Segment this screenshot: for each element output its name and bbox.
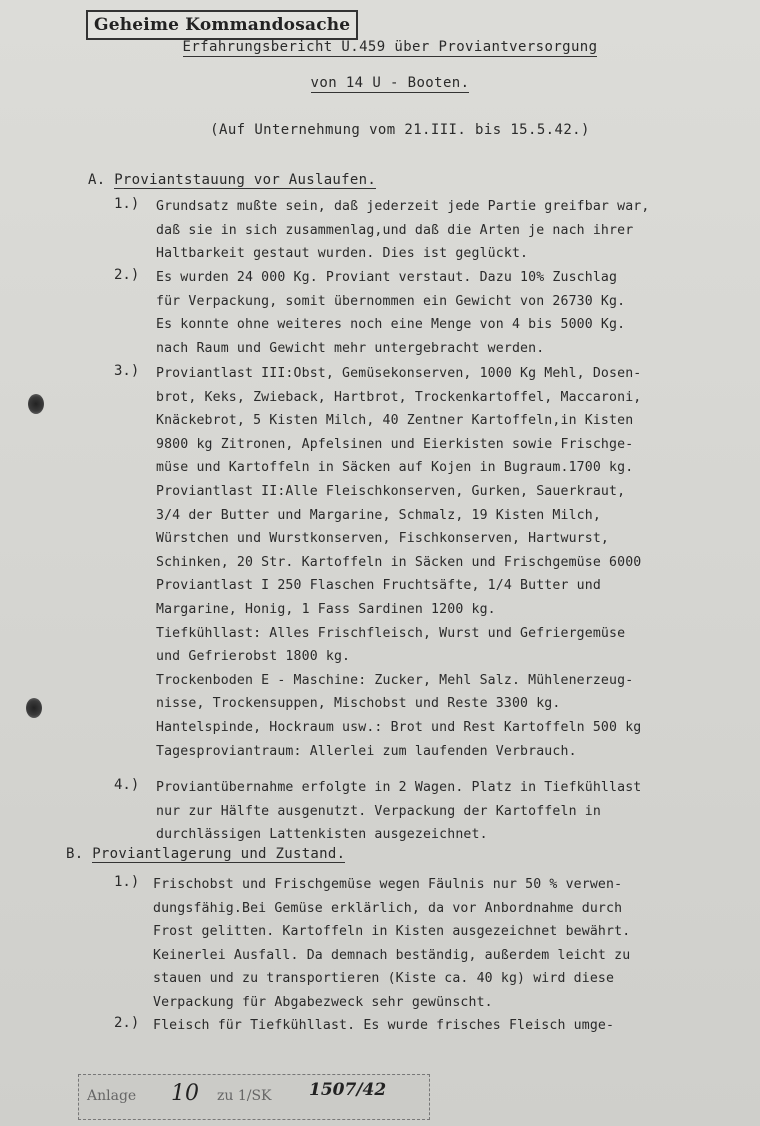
text-line: daß sie in sich zusammenlag,und daß die Arten je nach ihrer: [156, 222, 634, 238]
item-text: [156, 266, 625, 360]
text-line: Keinerlei Ausfall. Da demnach beständig, außerdem leicht zu: [153, 947, 631, 963]
document-title: [160, 36, 620, 94]
section-b-heading: [66, 846, 345, 862]
text-line: Tagesproviantraum: Allerlei zum laufenden Verbrauch.: [156, 743, 577, 759]
item-number: 4.): [114, 777, 140, 793]
text-line: Proviantlast II:Alle Fleischkonserven, Gurken, Sauerkraut,: [156, 483, 626, 499]
text-line: Knäckebrot, 5 Kisten Milch, 40 Zentner Kartoffeln,in Kisten: [156, 413, 634, 429]
text-line: Es konnte ohne weiteres noch eine Menge von 4 bis 5000 Kg.: [156, 317, 626, 333]
text-line: Schinken, 20 Str. Kartoffeln in Säcken und Frischgemüse 6000: [156, 554, 642, 570]
archive-stamp: [78, 1074, 430, 1120]
text-line: Frost gelitten. Kartoffeln in Kisten ausgezeichnet bewährt.: [153, 924, 631, 940]
binder-hole: [28, 394, 44, 414]
title-line-1: Erfahrungsbericht U.459 über Proviantversorgung: [182, 39, 598, 55]
text-line: brot, Keks, Zwieback, Hartbrot, Trockenkartoffel, Maccaroni,: [156, 389, 642, 405]
text-line: nur zur Hälfte ausgenutzt. Verpackung der Kartoffeln in: [156, 803, 601, 819]
text-line: Haltbarkeit gestaut wurden. Dies ist geglückt.: [156, 246, 529, 262]
text-line: Fleisch für Tiefkühllast. Es wurde frisches Fleisch umge-: [153, 1018, 615, 1033]
text-line: Grundsatz mußte sein, daß jederzeit jede Partie greifbar war,: [156, 199, 650, 214]
text-line: 3/4 der Butter und Margarine, Schmalz, 19 Kisten Milch,: [156, 507, 601, 523]
archive-mid: zu 1/SK: [217, 1088, 272, 1104]
text-line: Hantelspinde, Hockraum usw.: Brot und Rest Kartoffeln 500 kg: [156, 719, 642, 735]
text-line: Frischobst und Frischgemüse wegen Fäulnis nur 50 % verwen-: [153, 877, 623, 892]
text-line: nach Raum und Gewicht mehr untergebracht werden.: [156, 340, 545, 356]
archive-ref: 1507/42: [309, 1080, 387, 1100]
text-line: müse und Kartoffeln in Säcken auf Kojen in Bugraum.1700 kg.: [156, 460, 634, 476]
item-text: [156, 776, 641, 847]
text-line: dungsfähig.Bei Gemüse erklärlich, da vor Anbordnahme durch: [153, 900, 623, 916]
text-line: nisse, Trockensuppen, Mischobst und Reste 3300 kg.: [156, 696, 561, 712]
section-a-letter: A.: [88, 172, 106, 188]
text-line: Proviantübernahme erfolgte in 2 Wagen. Platz in Tiefkühllast: [156, 780, 642, 795]
text-line: Proviantlast I 250 Flaschen Fruchtsäfte, 1/4 Butter und: [156, 578, 601, 594]
item-number: 2.): [114, 267, 140, 283]
item-number: 3.): [114, 363, 140, 379]
text-line: durchlässigen Lattenkisten ausgezeichnet.: [156, 827, 488, 843]
text-line: Margarine, Honig, 1 Fass Sardinen 1200 kg.: [156, 601, 496, 617]
item-text: [156, 362, 641, 763]
archive-number: 10: [171, 1081, 199, 1106]
section-a-title: Proviantstauung vor Auslaufen.: [114, 172, 377, 188]
trip-dates: (Auf Unternehmung vom 21.III. bis 15.5.42.): [210, 122, 590, 138]
item-text: [153, 1014, 614, 1038]
title-line-2: von 14 U - Booten.: [310, 75, 470, 91]
item-number: 1.): [114, 874, 140, 890]
archive-label: Anlage: [87, 1088, 137, 1104]
classification-stamp: Geheime Kommandosache: [86, 10, 358, 40]
text-line: Verpackung für Abgabezweck sehr gewünscht.: [153, 994, 493, 1010]
item-number: 1.): [114, 196, 140, 212]
item-text: [156, 195, 649, 266]
text-line: Trockenboden E - Maschine: Zucker, Mehl Salz. Mühlenerzeug-: [156, 672, 634, 688]
text-line: stauen und zu transportieren (Kiste ca. 40 kg) wird diese: [153, 971, 615, 987]
item-text: [153, 873, 630, 1015]
text-line: Proviantlast III:Obst, Gemüsekonserven, 1000 Kg Mehl, Dosen-: [156, 366, 642, 381]
item-number: 2.): [114, 1015, 140, 1031]
section-a-heading: [88, 172, 376, 188]
text-line: 9800 kg Zitronen, Apfelsinen und Eierkisten sowie Frischge-: [156, 436, 634, 452]
section-b-letter: B.: [66, 846, 84, 862]
text-line: Tiefkühllast: Alles Frischfleisch, Wurst und Gefriergemüse: [156, 625, 626, 641]
text-line: für Verpackung, somit übernommen ein Gewicht von 26730 Kg.: [156, 293, 626, 309]
section-b-title: Proviantlagerung und Zustand.: [92, 846, 346, 862]
text-line: und Gefrierobst 1800 kg.: [156, 649, 351, 665]
binder-hole: [26, 698, 42, 718]
text-line: Würstchen und Wurstkonserven, Fischkonserven, Hartwurst,: [156, 531, 610, 547]
text-line: Es wurden 24 000 Kg. Proviant verstaut. Dazu 10% Zuschlag: [156, 270, 618, 285]
